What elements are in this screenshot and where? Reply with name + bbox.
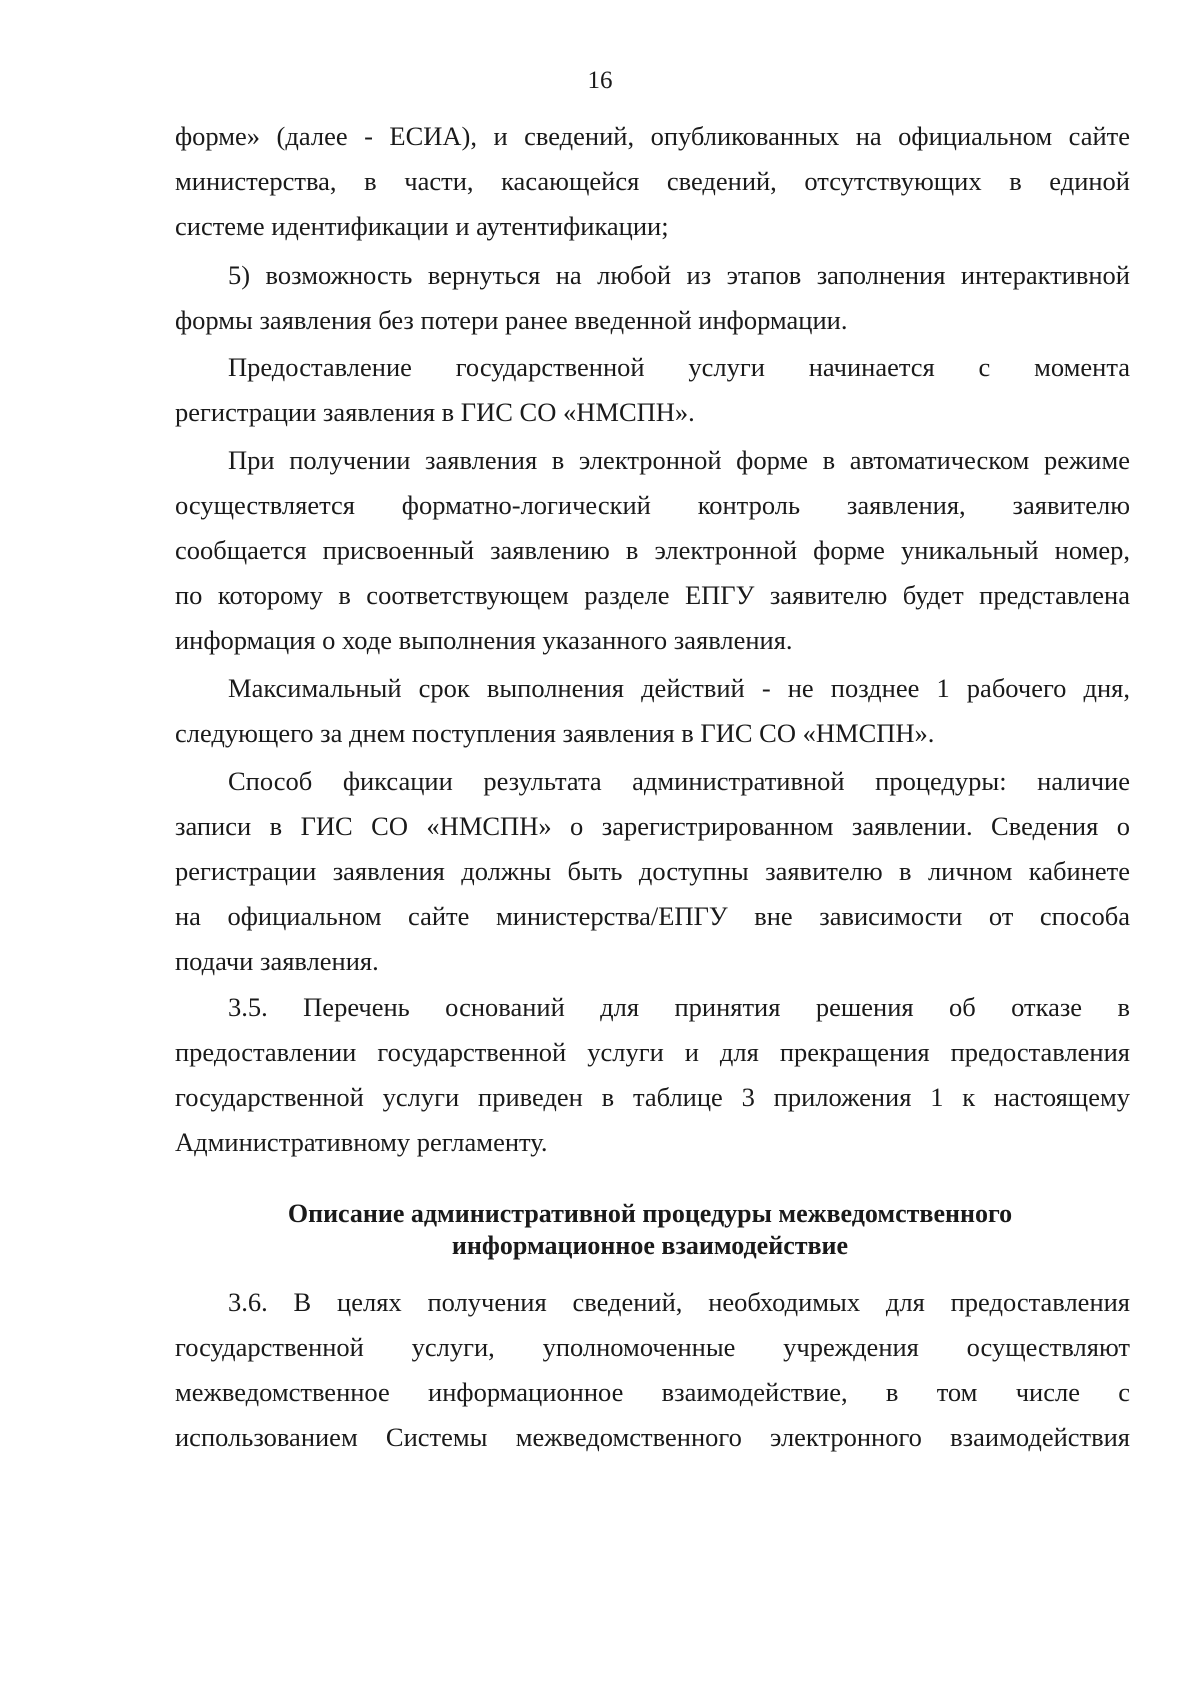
section-heading-line: Описание административной процедуры межведомственного [287, 1199, 1013, 1228]
text-line: 3.5. Перечень оснований для принятия решения об отказе в [228, 992, 1130, 1022]
text-line: 5) возможность вернуться на любой из этапов заполнения интерактивной [228, 260, 1130, 290]
text-line: сообщается присвоенный заявлению в электронной форме уникальный номер, [175, 535, 1130, 565]
text-line: системе идентификации и аутентификации; [175, 211, 669, 241]
section-heading-line: информационное взаимодействие [451, 1231, 849, 1260]
text-line: 3.6. В целях получения сведений, необходимых для предоставления [228, 1287, 1130, 1317]
text-line: регистрации заявления должны быть доступны заявителю в личном кабинете [175, 856, 1130, 886]
text-line: подачи заявления. [175, 946, 379, 976]
text-line: межведомственное информационное взаимодействие, в том числе с [175, 1377, 1130, 1407]
text-line: Административному регламенту. [175, 1127, 548, 1157]
text-line: по которому в соответствующем разделе ЕПГУ заявителю будет представлена [175, 580, 1130, 610]
text-line: форме» (далее - ЕСИА), и сведений, опубликованных на официальном сайте [175, 121, 1130, 151]
text-line: Предоставление государственной услуги начинается с момента [228, 352, 1130, 382]
text-line: использованием Системы межведомственного электронного взаимодействия [175, 1422, 1130, 1452]
text-line: записи в ГИС СО «НМСПН» о зарегистрированном заявлении. Сведения о [175, 811, 1130, 841]
text-line: Способ фиксации результата административной процедуры: наличие [228, 766, 1130, 796]
text-line: Максимальный срок выполнения действий - не позднее 1 рабочего дня, [228, 673, 1130, 703]
page-number: 16 [587, 67, 613, 94]
text-line: государственной услуги приведен в таблице 3 приложения 1 к настоящему [175, 1082, 1130, 1112]
text-line: государственной услуги, уполномоченные учреждения осуществляют [175, 1332, 1130, 1362]
text-line: следующего за днем поступления заявления в ГИС СО «НМСПН». [175, 718, 935, 748]
text-line: информация о ходе выполнения указанного заявления. [175, 625, 793, 655]
text-line: осуществляется форматно-логический контроль заявления, заявителю [175, 490, 1130, 520]
text-line: министерства, в части, касающейся сведений, отсутствующих в единой [175, 166, 1130, 196]
text-line: на официальном сайте министерства/ЕПГУ вне зависимости от способа [175, 901, 1130, 931]
text-line: формы заявления без потери ранее введенной информации. [175, 305, 848, 335]
text-line: регистрации заявления в ГИС СО «НМСПН». [175, 397, 695, 427]
text-line: При получении заявления в электронной форме в автоматическом режиме [228, 445, 1130, 475]
text-line: предоставлении государственной услуги и для прекращения предоставления [175, 1037, 1130, 1067]
